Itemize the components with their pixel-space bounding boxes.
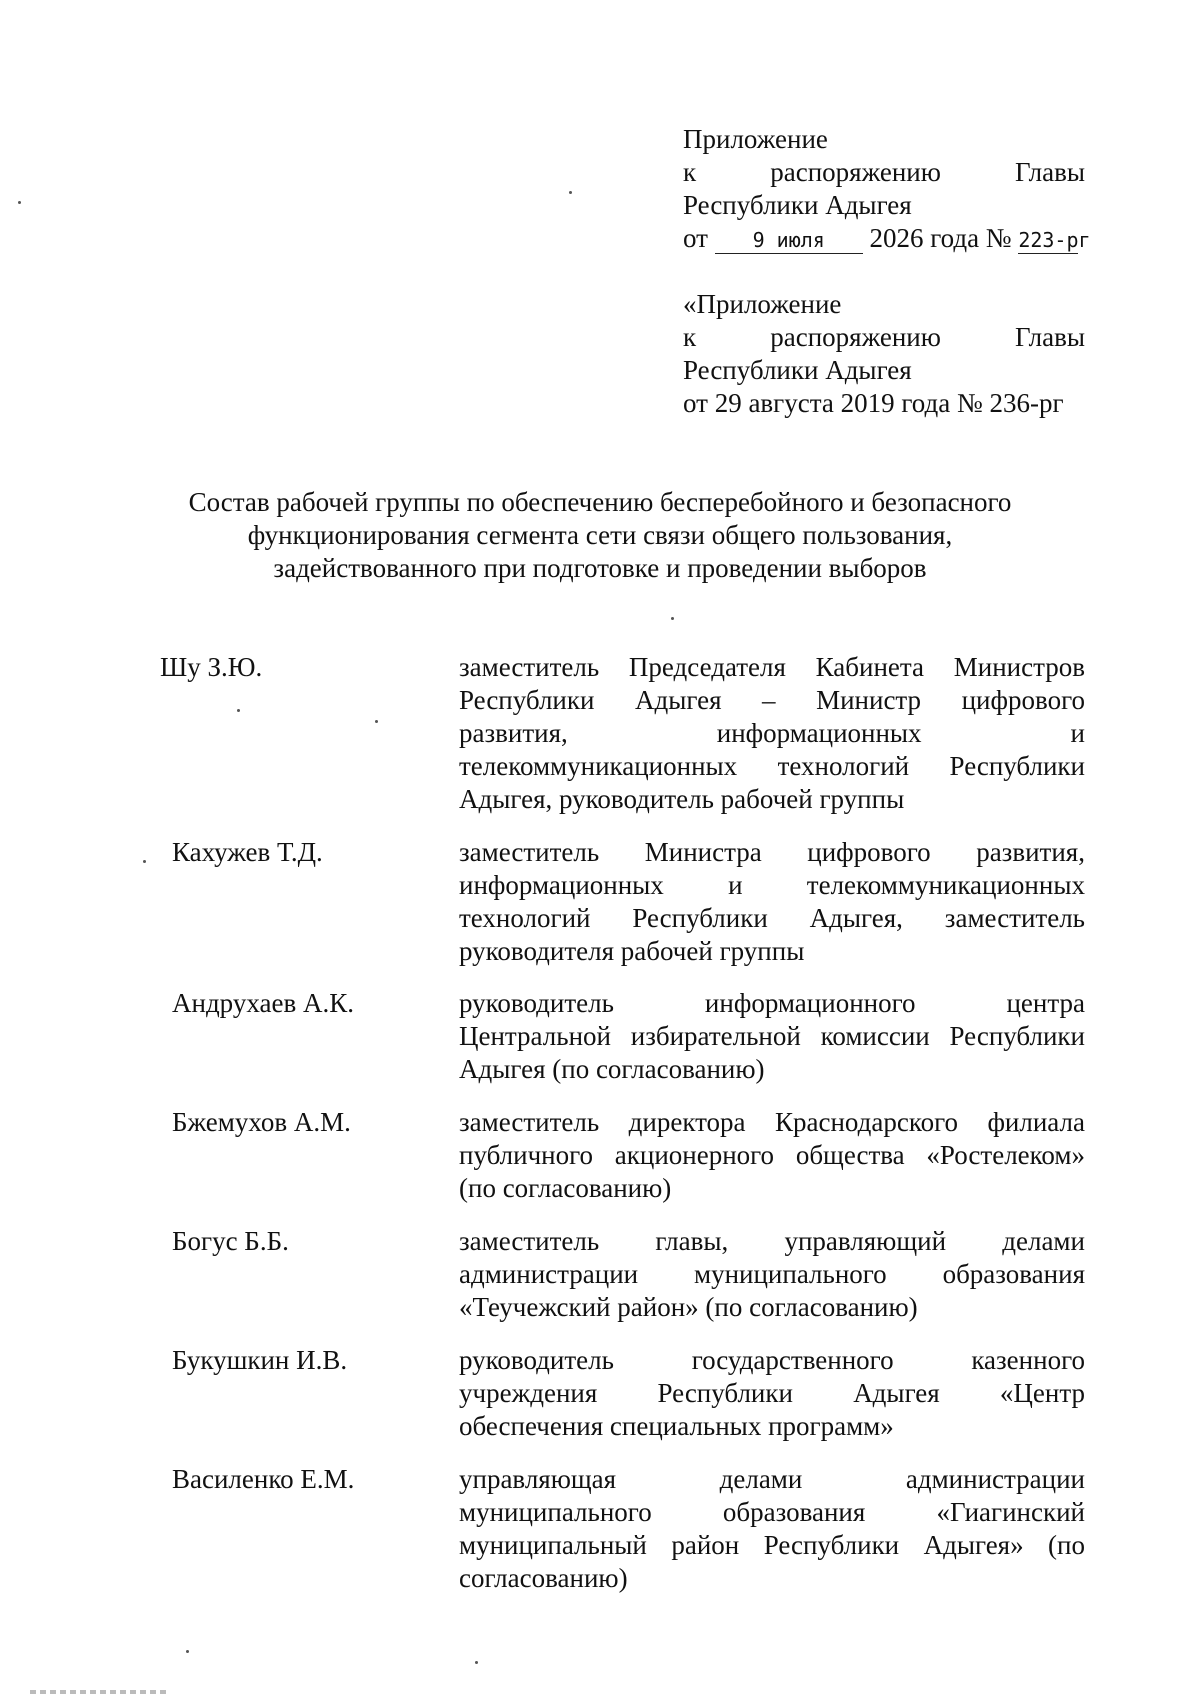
position-word: Республики [459,685,595,715]
position-word: Краснодарского [774,1107,958,1137]
position-line [459,783,1085,816]
scan-edge-mark [30,1690,170,1694]
position-word: учреждения [459,1378,598,1408]
scan-speck [375,720,378,723]
member-position [459,1106,1085,1205]
position-word: – [762,685,776,715]
original-to-word: к [683,322,697,352]
position-line [459,1225,1085,1258]
position-word: «Гиагинский [936,1497,1085,1527]
position-word: заместитель [944,903,1085,933]
position-word: Республики [949,1021,1085,1051]
position-line [459,1053,1085,1086]
position-word: заместитель [459,652,600,682]
position-word: Адыгея (по согласованию) [459,1054,765,1084]
position-word: Адыгея [635,685,722,715]
position-line [459,1020,1085,1053]
position-word: информационного [704,988,916,1018]
position-word: образования [942,1259,1085,1289]
original-date-line: от 29 августа 2019 года № 236-рг [683,388,1064,418]
position-line [459,1529,1085,1562]
position-line [459,935,1085,968]
position-word: Председателя [628,652,786,682]
position-word: муниципальный [459,1530,647,1560]
member-name: Андрухаев А.К. [172,988,354,1018]
member-position [459,651,1085,816]
scan-speck [475,1661,478,1664]
member-position [459,1463,1085,1595]
position-word: согласованию) [459,1563,628,1593]
appendix-header [683,123,1091,255]
position-word: муниципального [693,1259,887,1289]
position-line [459,1258,1085,1291]
position-line [459,1562,1085,1595]
position-word: комиссии [820,1021,930,1051]
title-line-1: Состав рабочей группы по обеспечению бесперебойного и безопасного [188,487,1012,517]
position-word: акционерного [614,1140,775,1170]
position-word: главы, [655,1226,729,1256]
position-word: Кабинета [815,652,925,682]
position-word: руководитель [459,988,614,1018]
original-to-order-line [683,321,1085,354]
position-word: Адыгея» [923,1530,1024,1560]
position-word: развития, [459,718,568,748]
position-word: делами [719,1464,803,1494]
position-word: технологий [459,903,591,933]
original-appendix-header [683,288,1085,420]
position-word: руководитель [459,1345,614,1375]
member-position [459,1225,1085,1324]
position-word: Республики [949,751,1085,781]
position-word: обеспечения специальных программ» [459,1411,894,1441]
position-word: Республики [632,903,768,933]
position-word: казенного [971,1345,1085,1375]
position-word: Республики [763,1530,900,1560]
position-word: заместитель [459,837,600,867]
member-name: Шу З.Ю. [160,652,263,682]
position-word: Адыгея, руководитель рабочей группы [459,784,905,814]
member-position [459,987,1085,1086]
position-word: (по [1048,1530,1085,1560]
position-word: руководителя рабочей группы [459,936,805,966]
appendix-to-order-line [683,156,1085,189]
position-word: администрации [905,1464,1085,1494]
position-word: развития, [976,837,1085,867]
position-word: общества [795,1140,905,1170]
title-line-3: задействованного при подготовке и проведении выборов [273,553,927,583]
position-word: избирательной [630,1021,801,1051]
position-word: заместитель [459,1226,600,1256]
position-word: Республики [657,1378,793,1408]
title-line-2: функционирования сегмента сети связи общего пользования, [247,520,953,550]
position-line [459,987,1085,1020]
date-field: 9 июля [715,227,863,254]
position-line [459,1344,1085,1377]
position-word: Министров [953,652,1085,682]
position-word: цифрового [807,837,931,867]
position-line [459,1172,1085,1205]
position-word: и [728,870,743,900]
position-word: филиала [987,1107,1085,1137]
position-word: цифрового [961,685,1085,715]
position-word: Центральной [459,1021,611,1051]
position-line [459,1496,1085,1529]
position-line [459,717,1085,750]
member-name: Бжемухов А.М. [172,1107,351,1137]
position-line [459,869,1085,902]
document-title [150,486,1050,585]
position-word: Адыгея [853,1378,940,1408]
position-word: район [671,1530,740,1560]
appendix-republic: Республики Адыгея [683,190,912,220]
member-name: Кахужев Т.Д. [172,837,323,867]
year-text: 2026 года № [869,223,1012,253]
member-name: Богус Б.Б. [172,1226,289,1256]
position-word: управляющая [459,1464,617,1494]
position-line [459,1410,1085,1443]
position-line [459,750,1085,783]
scan-speck [237,709,240,712]
position-word: «Ростелеком» [926,1140,1085,1170]
position-word: директора [628,1107,746,1137]
scan-speck [143,860,146,863]
position-word: информационных [459,870,664,900]
position-word: (по согласованию) [459,1173,672,1203]
scan-speck [186,1650,189,1653]
position-line [459,1463,1085,1496]
position-line [459,684,1085,717]
position-line [459,651,1085,684]
position-word: публичного [459,1140,594,1170]
position-line [459,902,1085,935]
original-appendix-label: «Приложение [683,289,842,319]
position-word: «Теучежский район» (по согласованию) [459,1292,918,1322]
position-word: заместитель [459,1107,600,1137]
member-position [459,836,1085,968]
position-word: образования [722,1497,866,1527]
position-word: телекоммуникационных [459,751,738,781]
position-word: администрации [459,1259,639,1289]
position-line [459,1291,1085,1324]
scan-speck [671,617,674,620]
original-republic: Республики Адыгея [683,355,912,385]
position-word: управляющий [784,1226,947,1256]
appendix-to-word: к [683,157,697,187]
member-name: Василенко Е.М. [172,1464,355,1494]
original-head-word: Главы [1015,322,1085,352]
position-word: и [1070,718,1085,748]
position-word: Адыгея, [809,903,903,933]
appendix-date-line [683,222,1091,255]
scan-speck [569,191,572,194]
order-number-field: 223-рг [1018,228,1091,252]
original-order-word: распоряжению [770,322,941,352]
position-word: Министр [816,685,922,715]
position-word: телекоммуникационных [806,870,1085,900]
member-name: Букушкин И.В. [172,1345,348,1375]
appendix-order-word: распоряжению [770,157,941,187]
position-line [459,1106,1085,1139]
position-word: центра [1006,988,1085,1018]
position-word: Министра [644,837,762,867]
position-line [459,1139,1085,1172]
position-word: государственного [691,1345,894,1375]
position-word: технологий [777,751,910,781]
date-prefix: от [683,223,708,253]
position-line [459,1377,1085,1410]
member-position [459,1344,1085,1443]
position-word: муниципального [459,1497,652,1527]
position-word: делами [1002,1226,1085,1256]
position-word: «Центр [999,1378,1085,1408]
scan-speck [18,201,21,204]
position-word: информационных [716,718,922,748]
appendix-head-word: Главы [1015,157,1085,187]
appendix-label: Приложение [683,124,828,154]
position-line [459,836,1085,869]
